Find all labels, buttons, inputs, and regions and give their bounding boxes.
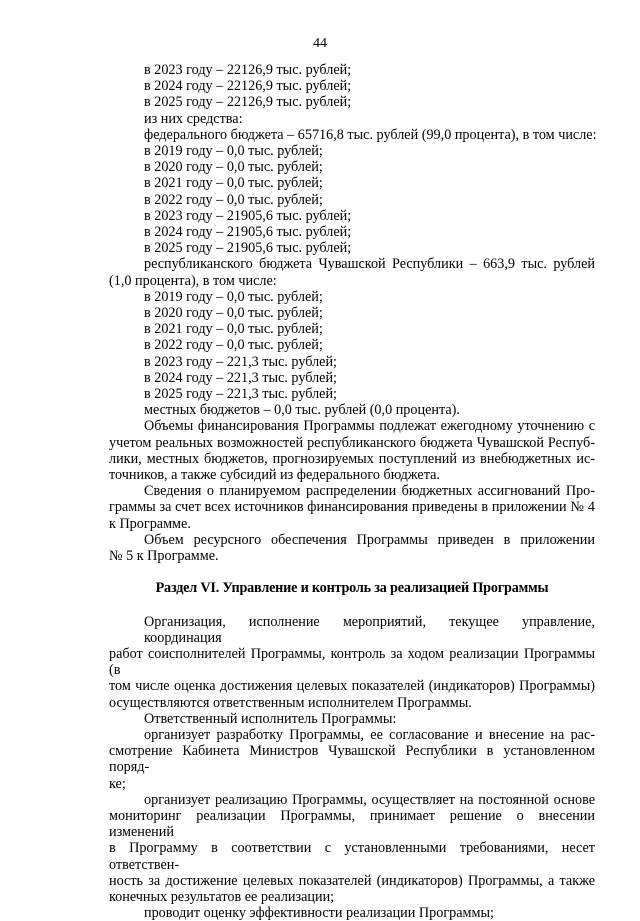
management-paragraph-line: Организация, исполнение мероприятий, текущее управление, координация (144, 613, 595, 646)
republic-budget-intro-cont: (1,0 процента), в том числе: (109, 272, 277, 289)
management-paragraph-line: работ соисполнителей Программы, контроль за ходом реализации Программы (в (109, 645, 595, 679)
federal-year-line: в 2021 году – 0,0 тыс. рублей; (144, 175, 323, 192)
volumes-paragraph-line: учетом реальных возможностей республиканского бюджета Чувашской Респуб- (109, 434, 595, 451)
volumes-paragraph-line: Объемы финансирования Программы подлежат ежегодному уточнению с (144, 418, 595, 435)
republic-year-line: в 2023 году – 221,3 тыс. рублей; (144, 353, 337, 370)
republic-year-line: в 2025 году – 221,3 тыс. рублей; (144, 386, 337, 403)
implements-paragraph-line: конечных результатов ее реализации; (109, 888, 335, 905)
appendix4-paragraph-line: Сведения о планируемом распределении бюджетных ассигнований Про- (144, 483, 595, 500)
text-line: из них средства: (144, 110, 243, 127)
federal-budget-intro: федерального бюджета – 65716,8 тыс. рублей (99,0 процента), в том числе: (144, 126, 597, 143)
page-number: 44 (313, 36, 327, 51)
implements-paragraph-line: ность за достижение целевых показателей (индикаторов) Программы, а также (109, 872, 595, 889)
section-title: Раздел VI. Управление и контроль за реализацией Программы (155, 580, 549, 597)
implements-paragraph-line: мониторинг реализации Программы, принимает решение о внесении изменений (109, 807, 595, 841)
volumes-paragraph-line: лики, местных бюджетов, прогнозируемых поступлений из внебюджетных ис- (109, 450, 595, 467)
federal-year-line: в 2020 году – 0,0 тыс. рублей; (144, 159, 323, 176)
republic-budget-intro: республиканского бюджета Чувашской Республики – 663,9 тыс. рублей (144, 256, 595, 273)
federal-year-line: в 2025 году – 21905,6 тыс. рублей; (144, 240, 352, 257)
management-paragraph-line: том числе оценка достижения целевых показателей (индикаторов) Программы) (109, 678, 595, 695)
republic-year-line: в 2024 году – 221,3 тыс. рублей; (144, 369, 337, 386)
republic-year-line: в 2022 году – 0,0 тыс. рублей; (144, 337, 323, 354)
federal-year-line: в 2022 году – 0,0 тыс. рублей; (144, 191, 323, 208)
republic-year-line: в 2019 году – 0,0 тыс. рублей; (144, 288, 323, 305)
text-line: в 2025 году – 22126,9 тыс. рублей; (144, 94, 352, 111)
organizes-paragraph-line: смотрение Кабинета Министров Чувашской Республики в установленном поряд- (109, 743, 595, 776)
republic-year-line: в 2020 году – 0,0 тыс. рублей; (144, 305, 323, 322)
local-budget-line: местных бюджетов – 0,0 тыс. рублей (0,0 процента). (144, 402, 460, 419)
federal-year-line: в 2023 году – 21905,6 тыс. рублей; (144, 207, 352, 224)
volumes-paragraph-line: точников, а также субсидий из федерального бюджета. (109, 467, 440, 484)
text-line: в 2024 году – 22126,9 тыс. рублей; (144, 78, 352, 95)
appendix4-paragraph-line: граммы за счет всех источников финансирования приведены в приложении № 4 (109, 499, 595, 516)
evaluates-line: проводит оценку эффективности реализации Программы; (144, 905, 494, 921)
republic-year-line: в 2021 году – 0,0 тыс. рублей; (144, 321, 323, 338)
federal-year-line: в 2019 году – 0,0 тыс. рублей; (144, 143, 323, 160)
page-body (109, 62, 595, 921)
text-line: в 2023 году – 22126,9 тыс. рублей; (144, 62, 352, 78)
appendix5-paragraph-line: Объем ресурсного обеспечения Программы приведен в приложении (144, 531, 595, 548)
management-paragraph-line: осуществляются ответственным исполнителем Программы. (109, 694, 472, 711)
appendix5-paragraph-line: № 5 к Программе. (109, 548, 219, 565)
responsible-intro: Ответственный исполнитель Программы: (144, 710, 397, 727)
appendix4-paragraph-line: к Программе. (109, 515, 191, 532)
implements-paragraph-line: в Программу в соответствии с установленными требованиями, несет ответствен- (109, 840, 595, 873)
federal-year-line: в 2024 году – 21905,6 тыс. рублей; (144, 224, 352, 241)
organizes-paragraph-line: организует разработку Программы, ее согласование и внесение на рас- (144, 726, 595, 743)
organizes-paragraph-line: ке; (109, 775, 126, 792)
implements-paragraph-line: организует реализацию Программы, осуществляет на постоянной основе (144, 791, 595, 808)
